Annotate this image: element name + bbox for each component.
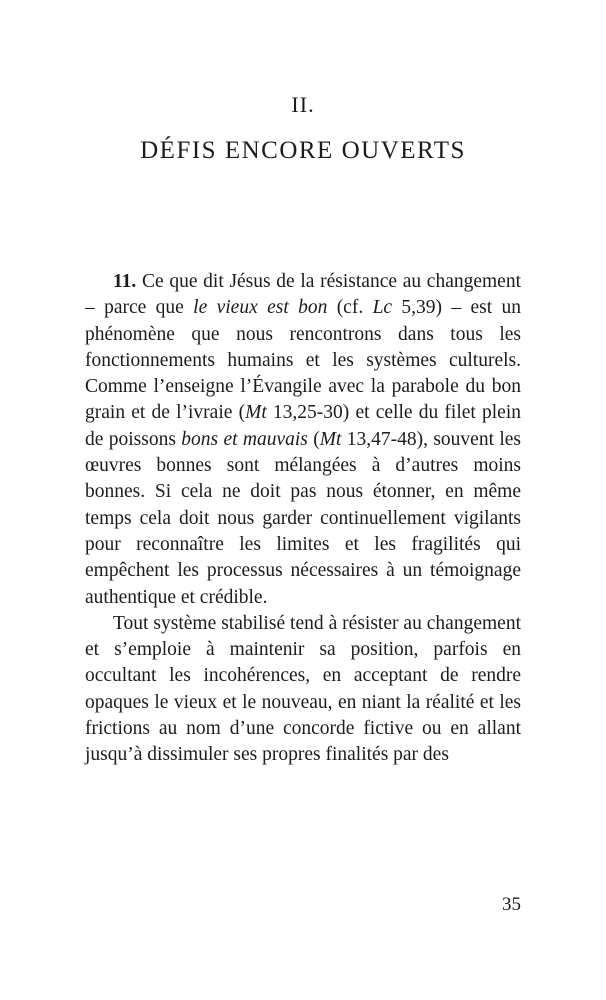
text-run: Tout système stabilisé tend à résister au changement et s’emploie à maintenir sa position, parfois en occultant les incohérences, en acceptant de rendre opaques le vieux et le nouveau, en niant la réalité et les frictions au nom d’une concorde fictive ou en allant jusqu’à dissimuler ses propres finalités par des (85, 612, 521, 766)
text-run: Mt (319, 428, 342, 450)
text-run: Mt (245, 402, 267, 424)
chapter-number: II. (291, 92, 315, 117)
text-run: bons et mauvais (181, 428, 308, 450)
text-run: le vieux est bon (193, 297, 328, 319)
text-run: Lc (372, 297, 393, 319)
text-run: 13,25-30) et celle du filet plein de poissons (85, 402, 521, 450)
chapter-heading (0, 92, 606, 165)
page-number: 35 (502, 894, 521, 915)
paragraph (85, 269, 521, 611)
text-run: Ce que dit Jésus de la résistance au changement – parce que (85, 271, 521, 319)
text-run: 5,39) – est un phénomène que nous rencontrons dans tous les fonctionnements humains et les systèmes culturels. Comme l’enseigne l’Évangile avec la parabole du bon grain et de l’ivraie ( (85, 297, 521, 424)
text-block (85, 269, 521, 769)
paragraph (85, 611, 521, 769)
chapter-title: DÉFIS ENCORE OUVERTS (140, 137, 466, 164)
text-run: ( (307, 428, 320, 450)
text-run: 11. (113, 271, 137, 292)
text-run: (cf. (327, 297, 373, 319)
text-run: 13,47-48), souvent les œuvres bonnes sont mélangées à d’autres moins bonnes. Si cela ne doit pas nous étonner, en même temps cela doit nous garder continuellement vigilants pour reconnaître les limites et les fragilités qui empêchent les processus nécessaires à un témoignage authentique et crédible. (85, 428, 522, 608)
